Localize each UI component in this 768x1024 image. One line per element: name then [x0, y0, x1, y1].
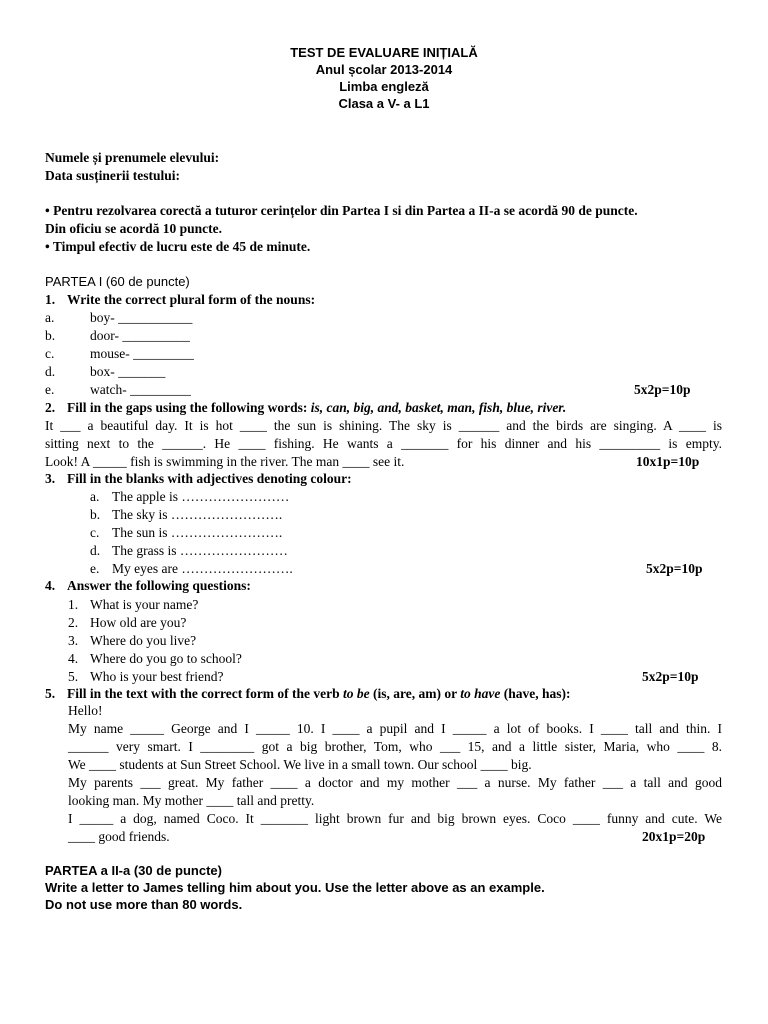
ex1-item: e. watch- _________ [45, 382, 191, 397]
part2-instruction: Write a letter to James telling him about you. Use the letter above as an example. [45, 880, 545, 895]
ex4-question: 3. Where do you live? [68, 633, 197, 648]
ex2-word-list: is, can, big, and, basket, man, fish, blue, river. [310, 400, 567, 415]
ex1-item: b. door- __________ [45, 328, 190, 343]
letter-line: ____ good friends. [68, 829, 170, 844]
ex2-title: Fill in the gaps using the following words: [67, 400, 308, 415]
letter-line: looking man. My mother ____ tall and pretty. [68, 793, 315, 808]
part2-title: PARTEA a II-a (30 de puncte) [45, 863, 222, 878]
letter-line: My name _____ George and I _____ 10. I ____ a pupil and I _____ a lot of books. I ____ tall and thin. I [68, 721, 722, 736]
ex4-points: 5x2p=10p [642, 669, 699, 684]
document-header [0, 44, 768, 112]
letter-line: My parents ___ great. My father ____ a doctor and my mother ___ a nurse. My father ___ a tall and good [68, 775, 722, 790]
ex2-text-line: It ___ a beautiful day. It is hot ____ the sun is shining. The sky is ______ and the birds are singing. A ____ is [45, 418, 722, 433]
ex4-title: Answer the following questions: [67, 578, 251, 593]
ex2-text-line: Look! A _____ fish is swimming in the river. The man ____ see it. [45, 454, 405, 469]
student-name-label: Numele și prenumele elevului: [45, 150, 220, 165]
ex1-number: 1. [45, 292, 56, 307]
ex3-title: Fill in the blanks with adjectives denoting colour: [67, 471, 352, 486]
ex1-item: c. mouse- _________ [45, 346, 194, 361]
school-year: Anul școlar 2013-2014 [315, 62, 453, 77]
ex2-heading [45, 399, 722, 416]
verb-to-be: to be [343, 686, 370, 701]
ex3-heading [45, 470, 722, 487]
instruction-points: • Pentru rezolvarea corectă a tuturor cerințelor din Partea I si din Partea a II-a se acordă 90 de puncte. [45, 203, 638, 218]
test-title: TEST DE EVALUARE INIȚIALĂ [290, 45, 478, 60]
letter-line: We ____ students at Sun Street School. We live in a small town. Our school ____ big. [68, 757, 532, 772]
ex1-item: a. boy- ___________ [45, 310, 193, 325]
ex4-question: 5. Who is your best friend? [68, 669, 224, 684]
part2-word-limit: Do not use more than 80 words. [45, 897, 243, 912]
ex1-title: Write the correct plural form of the nouns: [67, 292, 316, 307]
ex5-heading: 5. Fill in the text with the correct form of the verb to be (is, are, am) or to have (have, has): [45, 686, 571, 701]
ex1-heading [45, 291, 722, 308]
ex4-question: 2. How old are you? [68, 615, 187, 630]
subject: Limba engleză [339, 79, 429, 94]
ex3-item: a. The apple is …………………… [90, 489, 290, 504]
ex3-item: e. My eyes are ……………………. [90, 561, 293, 576]
grade: Clasa a V- a L1 [338, 96, 430, 111]
ex2-text-line: sitting next to the ______. He ____ fishing. He wants a _______ for his dinner and his _________ is empty. [45, 436, 722, 451]
test-date-label: Data susținerii testului: [45, 168, 180, 183]
ex3-item: d. The grass is …………………… [90, 543, 288, 558]
ex5-points: 20x1p=20p [642, 829, 706, 844]
verb-to-have: to have [460, 686, 501, 701]
letter-line: I _____ a dog, named Coco. It _______ light brown fur and big brown eyes. Coco ____ funny and cute. We [68, 811, 722, 826]
ex4-number: 4. [45, 578, 56, 593]
letter-line: ______ very smart. I ________ got a big brother, Tom, who ___ 15, and a little sister, Maria, who ____ 8. [68, 739, 722, 754]
letter-line: Hello! [68, 703, 103, 718]
ex1-item: d. box- _______ [45, 364, 166, 379]
instruction-bonus: Din oficiu se acordă 10 puncte. [45, 221, 222, 236]
instruction-time: • Timpul efectiv de lucru este de 45 de minute. [45, 239, 311, 254]
ex3-points: 5x2p=10p [646, 561, 703, 576]
ex4-question: 4. Where do you go to school? [68, 651, 242, 666]
ex3-number: 3. [45, 471, 56, 486]
ex3-item: b. The sky is ……………………. [90, 507, 283, 522]
ex5-number: 5. [45, 686, 56, 701]
ex4-question: 1. What is your name? [68, 597, 199, 612]
ex2-points: 10x1p=10p [636, 454, 700, 469]
ex1-points: 5x2p=10p [634, 382, 691, 397]
ex2-number: 2. [45, 400, 56, 415]
ex3-item: c. The sun is ……………………. [90, 525, 283, 540]
part1-title: PARTEA I (60 de puncte) [45, 274, 190, 289]
ex4-heading [45, 577, 722, 594]
